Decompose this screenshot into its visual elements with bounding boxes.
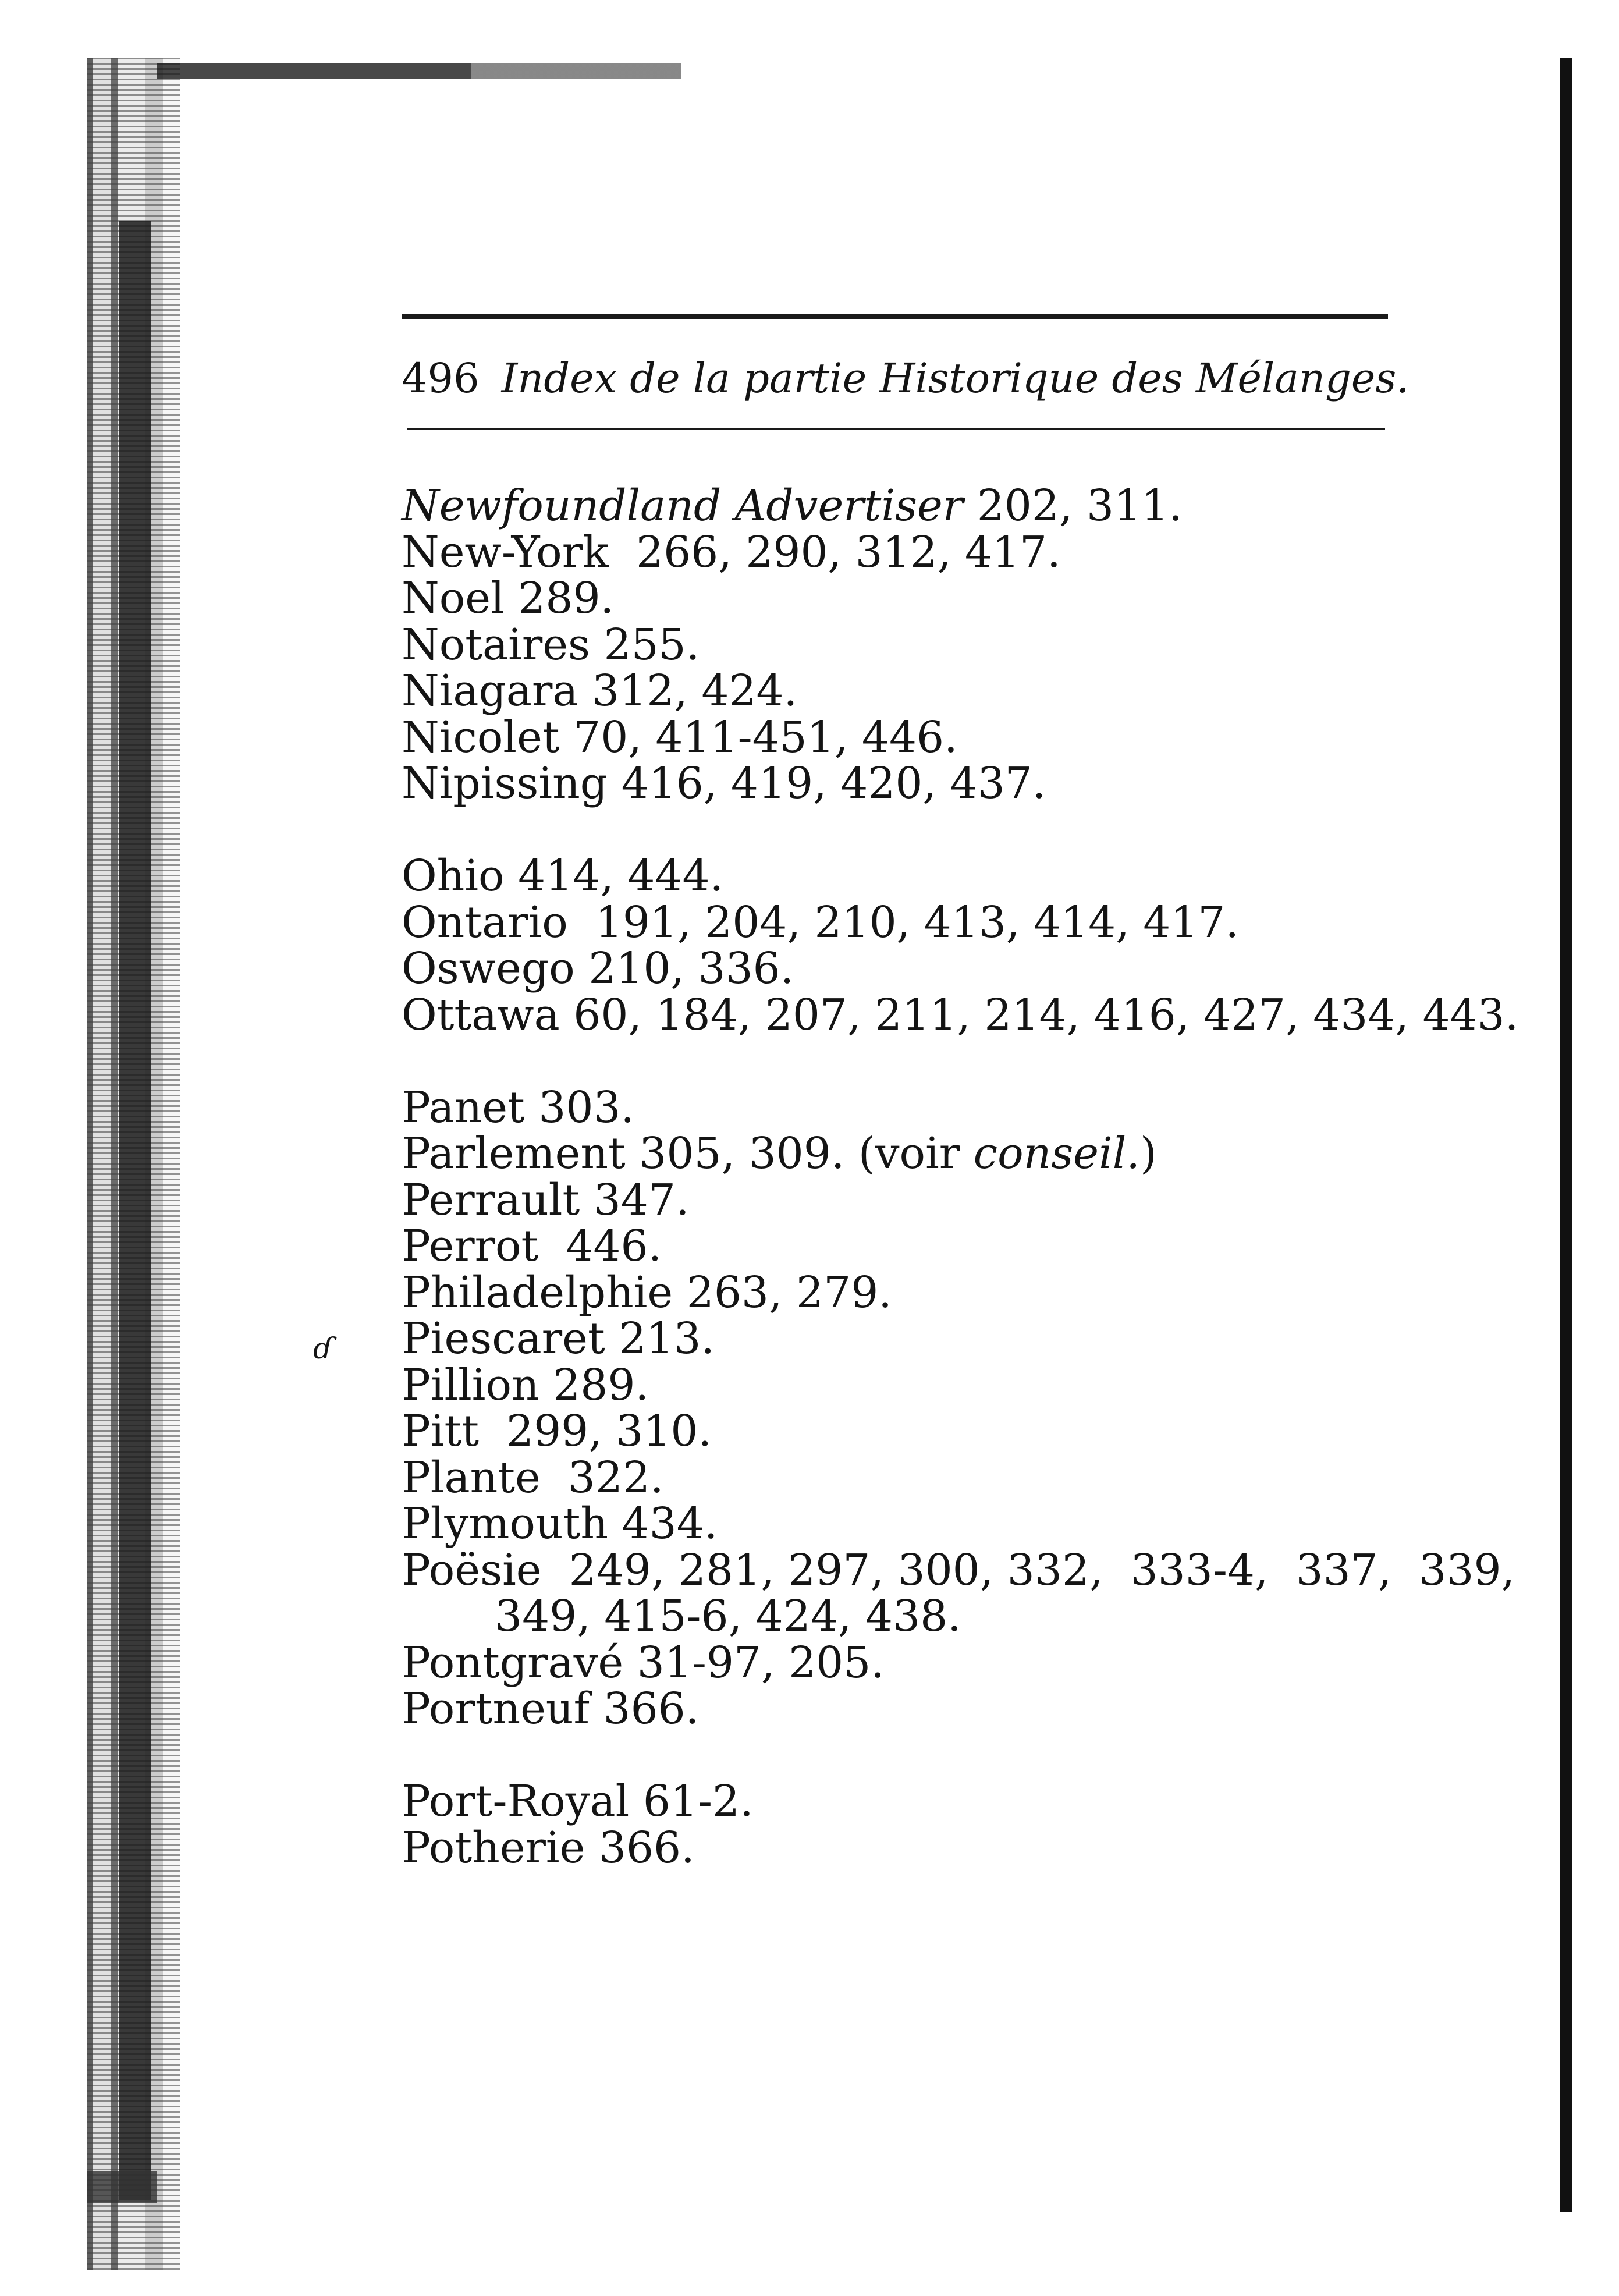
index-entry	[402, 1316, 1420, 1362]
entry-pages: 289.	[539, 1360, 649, 1410]
entry-name: Oswego	[402, 943, 575, 993]
entry-name: Plante	[402, 1452, 541, 1503]
entry-pages: 61-2.	[629, 1776, 754, 1826]
entry-name: Ontario	[402, 897, 568, 948]
entry-name: Poësie	[402, 1545, 542, 1595]
entry-name: Potherie	[402, 1822, 585, 1873]
index-entry	[402, 573, 1420, 623]
entry-name: New-York	[402, 527, 609, 577]
index-entry	[402, 527, 1420, 577]
entry-pages: 299, 310.	[478, 1406, 712, 1456]
entry-name: Portneuf	[402, 1684, 590, 1734]
index-entry	[402, 853, 1420, 900]
entry-pages: 416, 419, 420, 437.	[608, 758, 1046, 808]
scan-edge-bottom	[87, 2171, 157, 2203]
index-entry	[402, 1822, 1420, 1873]
index-entry	[402, 1223, 1420, 1270]
group-spacer	[402, 1038, 1420, 1085]
entry-pages: 446.	[538, 1221, 662, 1271]
group-spacer	[402, 807, 1420, 854]
entry-pages: 289.	[504, 573, 615, 623]
entry-name: Ottawa	[402, 989, 560, 1040]
index-entry	[402, 619, 1420, 670]
entry-close: )	[1139, 1129, 1157, 1179]
index-entry	[402, 483, 1420, 530]
entry-pages: 366.	[585, 1822, 695, 1873]
entry-name: Ohio	[402, 851, 505, 901]
header-top-rule	[402, 314, 1388, 319]
entry-pages: 213.	[605, 1314, 715, 1364]
index-entry	[402, 989, 1519, 1040]
entry-pages: 202, 311.	[963, 481, 1183, 531]
entry-name: Notaires	[402, 619, 590, 670]
entry-pages: 322.	[540, 1452, 664, 1503]
entry-pages: 31-97, 205.	[623, 1637, 885, 1688]
entry-name: Piescaret	[402, 1314, 605, 1364]
entry-name: Perrault	[402, 1174, 580, 1225]
index-entry	[402, 943, 1420, 993]
margin-mark: ɗ	[313, 1332, 333, 1365]
index-entry	[402, 1686, 1420, 1733]
entry-pages: 303.	[524, 1082, 635, 1133]
page-number: 496	[402, 354, 480, 402]
entry-name: Nicolet	[402, 712, 560, 762]
entry-pages: 414, 444.	[504, 851, 724, 901]
entry-pages: 305, 309. (voir	[625, 1129, 974, 1179]
entry-pages: 210, 336.	[574, 943, 794, 993]
scan-edge-top	[157, 63, 681, 79]
index-entry	[402, 1362, 1420, 1409]
entry-name: Newfoundland Advertiser	[402, 481, 964, 531]
index-entry	[402, 1082, 1420, 1133]
index-entry	[402, 1545, 1515, 1595]
running-title: Index de la partie Historique des Mélanges.	[501, 354, 1409, 402]
index-entry	[402, 1267, 1420, 1318]
entry-pages: 366.	[589, 1684, 700, 1734]
entry-name: Pitt	[402, 1406, 479, 1456]
index-entries	[402, 481, 1519, 1873]
index-entry	[402, 1776, 1420, 1826]
entry-name: Niagara	[402, 666, 578, 716]
entry-name: Pillion	[402, 1360, 539, 1410]
index-entry	[402, 1131, 1420, 1177]
group-spacer	[402, 1733, 1420, 1779]
header-bottom-rule	[407, 428, 1385, 430]
index-entry	[402, 1174, 1420, 1225]
index-entry	[402, 897, 1420, 948]
entry-pages: 347.	[580, 1174, 690, 1225]
page-header	[402, 349, 1409, 407]
index-entry	[402, 758, 1420, 808]
entry-name: Pontgravé	[402, 1637, 624, 1688]
entry-pages: 249, 281, 297, 300, 332, 333-4, 337, 339,	[541, 1545, 1515, 1595]
entry-name: Parlement	[402, 1129, 626, 1179]
entry-pages: 263, 279.	[673, 1267, 892, 1318]
entry-pages: 60, 184, 207, 211, 214, 416, 427, 434, 443.	[559, 989, 1519, 1040]
index-entry	[402, 712, 1420, 762]
entry-name: Panet	[402, 1082, 525, 1133]
entry-pages: 70, 411-451, 446.	[559, 712, 958, 762]
entry-name: Plymouth	[402, 1499, 609, 1549]
index-entry	[402, 1408, 1420, 1455]
entry-name: Port-Royal	[402, 1776, 630, 1826]
entry-pages: 266, 290, 312, 417.	[608, 527, 1061, 577]
index-entry-continuation: 349, 415-6, 424, 438.	[495, 1591, 961, 1641]
scan-binding-shadow	[119, 221, 151, 2200]
index-entry	[402, 1501, 1420, 1548]
entry-name: Nipissing	[402, 758, 608, 808]
index-entry	[402, 668, 1420, 715]
index-entry	[402, 1637, 1420, 1688]
entry-name: Noel	[402, 573, 505, 623]
entry-cross-reference: conseil.	[973, 1129, 1140, 1179]
entry-pages: 255.	[590, 619, 700, 670]
entry-pages: 191, 204, 210, 413, 414, 417.	[567, 897, 1240, 948]
entry-pages: 434.	[608, 1499, 718, 1549]
scan-edge-right	[1560, 58, 1572, 2212]
entry-name: Philadelphie	[402, 1267, 673, 1318]
entry-name: Perrot	[402, 1221, 539, 1271]
entry-pages: 312, 424.	[578, 666, 798, 716]
index-entry	[402, 1452, 1420, 1503]
